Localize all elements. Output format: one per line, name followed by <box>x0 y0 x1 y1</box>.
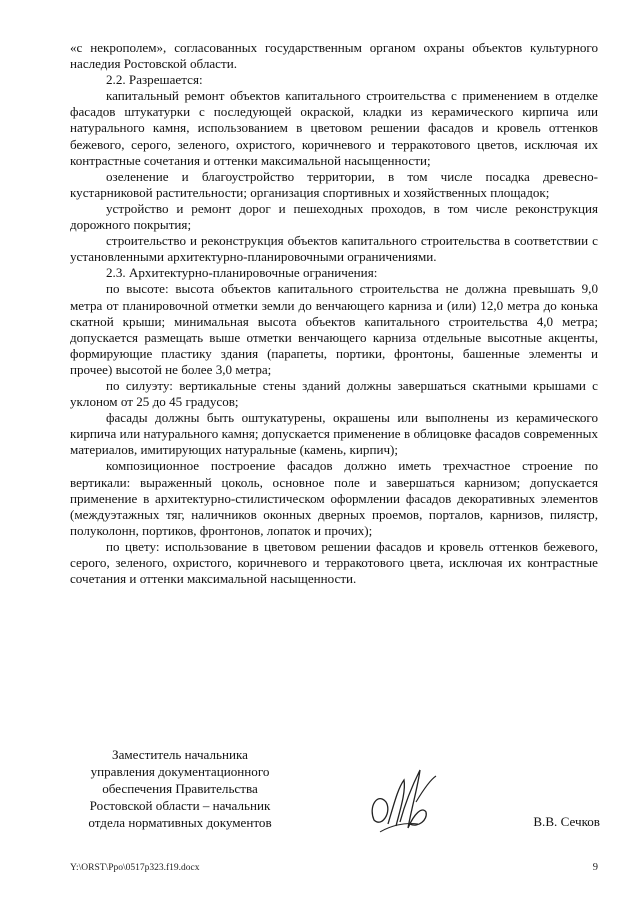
signatory-title <box>60 746 300 831</box>
paragraph-height: по высоте: высота объектов капитального строительства не должна превышать 9,0 метра от планировочной отметки земли до венчающего карниза и (или) 12,0 метра до конька скатной крыши; минимальная высота объектов капитального строительства 4,0 метра; допускается размещать выше отметки венчающего карниза отдельные высотные акценты, формирующие пластику здания (парапеты, портики, фронтоны, башенные элементы и прочее) высотой не более 3,0 метра; <box>70 281 598 377</box>
signatory-title-line: отдела нормативных документов <box>88 815 272 830</box>
section-heading-2-2: 2.2. Разрешается: <box>106 72 203 88</box>
signatory-title-line: Ростовской области – начальник <box>89 798 271 813</box>
paragraph-continuation: «с некрополем», согласованных государственным органом охраны объектов культурного наследия Ростовской области. <box>70 40 598 72</box>
section-heading-2-3: 2.3. Архитектурно-планировочные ограничения: <box>106 265 378 281</box>
paragraph-composition: композиционное построение фасадов должно иметь трехчастное строение по вертикали: выраженный цоколь, основное поле и завершаться карнизом; допускается применение в архитектурно-стилистическом оформлении фасадов декоративных элементов (междуэтажных тяг, наличников оконных дверных проемов, порталов, карнизов, пилястр, полуколонн, портиков, фронтонов, лопаток и прочих); <box>70 458 598 538</box>
signatory-title-line: Заместитель начальника <box>112 747 248 762</box>
signer-name: В.В. Сечков <box>533 814 600 829</box>
paragraph-silhouette: по силуэту: вертикальные стены зданий должны завершаться скатными крышами с уклоном от 25 до 45 градусов; <box>70 377 598 410</box>
signatory-title-line: управления документационного <box>90 764 270 779</box>
paragraph-landscaping: озеленение и благоустройство территории, в том числе посадка древесно-кустарниковой растительности; организация спортивных и хозяйственных площадок; <box>70 168 598 200</box>
page-number: 9 <box>592 862 598 873</box>
paragraph-roads: устройство и ремонт дорог и пешеходных проходов, в том числе реконструкция дорожного покрытия; <box>70 200 598 233</box>
paragraph-construction: строительство и реконструкция объектов капитального строительства в соответствии с установленными архитектурно-планировочными ограничениями. <box>70 233 598 265</box>
paragraph-facades: фасады должны быть оштукатурены, окрашены или выполнены из керамического кирпича или натурального камня; допускается применение в облицовке фасадов современных материалов, имитирующих натуральные (камень, кирпич); <box>70 410 598 458</box>
paragraph-color: по цвету: использование в цветовом решении фасадов и кровель оттенков бежевого, серого, зеленого, охристого, коричневого и терракотового цвета, исключая их контрастные сочетания и оттенки максимальной насыщенности. <box>70 538 598 587</box>
paragraph-capital-repair: капитальный ремонт объектов капитального строительства с применением в отделке фасадов штукатурки с последующей окраской, кладки из керамического кирпича или натурального камня, использованием в цветовом решении фасадов и кровель оттенков бежевого, серого, зеленого, охристого, коричневого и терракотового цветов, исключая их контрастные сочетания и оттенки максимальной насыщенности; <box>70 88 598 168</box>
document-body <box>70 40 598 587</box>
footer-file-path: Y:\ORST\Ppo\0517p323.f19.docx <box>70 863 200 873</box>
signatory-title-line: обеспечения Правительства <box>102 781 258 796</box>
handwritten-signature <box>360 762 444 842</box>
